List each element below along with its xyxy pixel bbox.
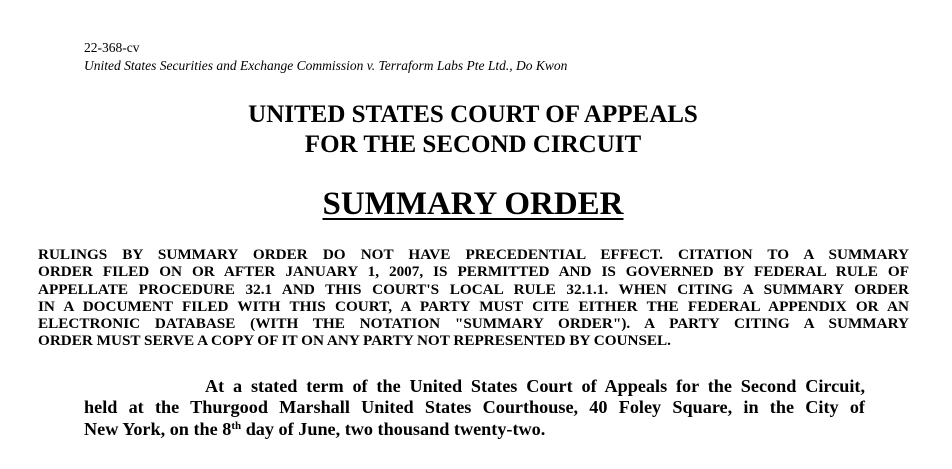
docket-number: 22-368-cv: [84, 40, 140, 55]
notice-line: ORDER MUST SERVE A COPY OF IT ON ANY PARTY NOT REPRESENTED BY COUNSEL.: [38, 332, 671, 350]
precedential-notice: [38, 246, 909, 350]
notice-line: IN A DOCUMENT FILED WITH THIS COURT, A PARTY MUST CITE EITHER THE FEDERAL APPENDIX OR AN: [38, 297, 909, 315]
notice-line: APPELLATE PROCEDURE 32.1 AND THIS COURT'S LOCAL RULE 32.1.1. WHEN CITING A SUMMARY ORDER: [38, 280, 909, 298]
order-title-text: SUMMARY ORDER: [322, 186, 624, 222]
ordinal-suffix: th: [231, 419, 242, 432]
term-paragraph: [84, 376, 865, 440]
court-name-line-1: UNITED STATES COURT OF APPEALS: [248, 101, 698, 128]
notice-line: ELECTRONIC DATABASE (WITH THE NOTATION "SUMMARY ORDER"). A PARTY CITING A SUMMARY: [38, 315, 909, 333]
term-line-3-end: day of June, two thousand twenty-two.: [241, 418, 546, 439]
court-name-line-2: FOR THE SECOND CIRCUIT: [304, 131, 642, 158]
term-line-3: [84, 419, 865, 440]
case-caption: United States Securities and Exchange Commission v. Terraform Labs Pte Ltd., Do Kwon: [84, 58, 568, 73]
notice-line: ORDER FILED ON OR AFTER JANUARY 1, 2007, IS PERMITTED AND IS GOVERNED BY FEDERAL RULE OF: [38, 263, 909, 281]
order-title: [0, 185, 946, 223]
term-line-1: At a stated term of the United States Court of Appeals for the Second Circuit,: [205, 376, 865, 396]
term-line-3-start: New York, on the 8: [84, 418, 232, 439]
term-line-2: held at the Thurgood Marshall United States Courthouse, 40 Foley Square, in the City of: [84, 397, 865, 418]
notice-line: RULINGS BY SUMMARY ORDER DO NOT HAVE PRECEDENTIAL EFFECT. CITATION TO A SUMMARY: [38, 246, 909, 263]
